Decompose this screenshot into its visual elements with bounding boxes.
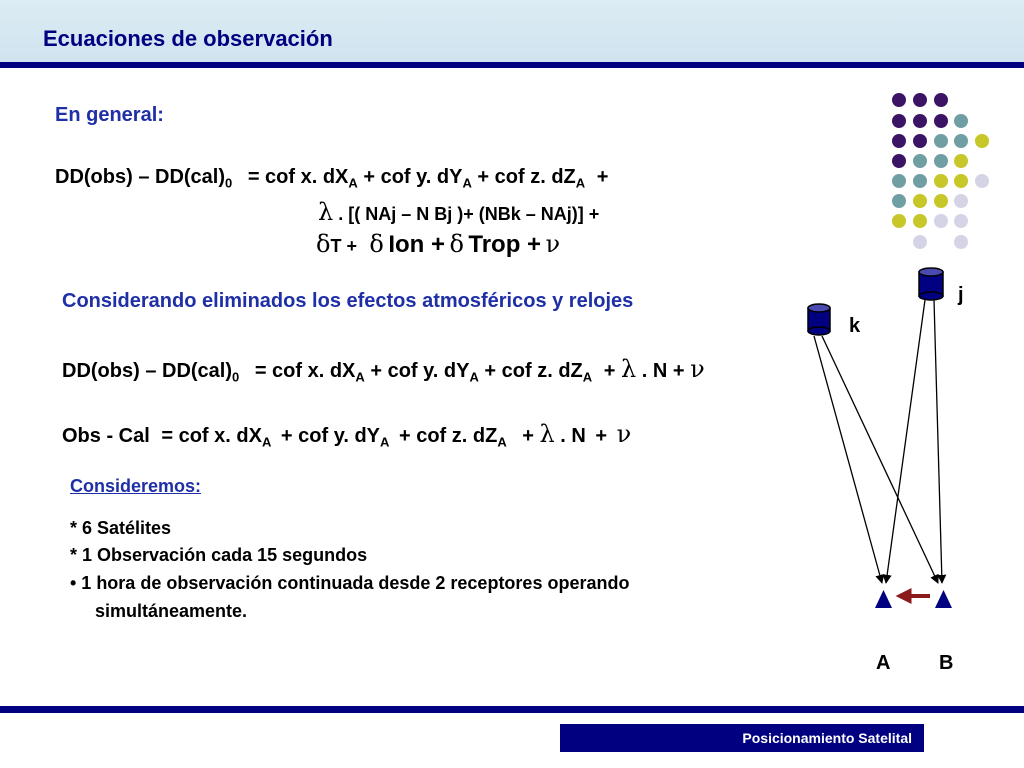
eq-ambiguity-n: . N <box>641 360 668 382</box>
general-heading: En general: <box>55 104 164 126</box>
eq-ion-term: Ion + <box>388 231 445 258</box>
eq-term-z-sub: A <box>582 369 593 385</box>
receiver-b-icon <box>935 590 952 608</box>
list-item: * 6 Satélites <box>70 518 172 538</box>
eq-term-y-sub: A <box>380 434 390 450</box>
list-item: simultáneamente. <box>95 601 248 621</box>
nu-symbol: ν <box>616 420 632 448</box>
eq-term-z-sub: A <box>497 434 507 450</box>
receiver-a-icon <box>875 590 892 608</box>
satellite-j-icon <box>919 268 943 300</box>
lambda-symbol: λ <box>318 198 334 226</box>
consideremos-heading: Consideremos: <box>70 476 202 496</box>
eq-term-y-sub: A <box>462 175 472 191</box>
lambda-symbol: λ <box>620 355 637 383</box>
delta-symbol: δ <box>449 230 464 258</box>
signal-line <box>822 336 938 583</box>
eq-clock-term: T + <box>330 236 357 256</box>
eq-term-y-sub: A <box>469 369 479 385</box>
satellite-j-label: j <box>958 284 964 306</box>
decorative-dot-grid <box>892 93 989 249</box>
lambda-symbol: λ <box>539 420 555 448</box>
nu-symbol: ν <box>690 355 705 383</box>
nu-symbol: ν <box>545 230 561 258</box>
bottom-rule <box>0 706 1024 713</box>
eq-term-z: + cof z. dZ <box>484 360 583 382</box>
considering-heading: Considerando eliminados los efectos atmosféricos y relojes <box>62 290 634 312</box>
eq-lhs-sub: 0 <box>232 369 240 385</box>
eq-term-x-sub: A <box>355 369 365 385</box>
eq-plus: + <box>522 425 534 447</box>
signal-line <box>814 336 882 583</box>
satellite-k-icon <box>808 304 830 335</box>
footer-label: Posicionamiento Satelital <box>560 724 924 752</box>
eq-term-y: + cof y. dY <box>280 425 381 447</box>
delta-symbol: δ <box>316 230 331 258</box>
eq-term-x-sub: A <box>261 434 272 450</box>
eq-plus: + <box>603 360 616 382</box>
eq-ambiguity-n: . N <box>560 425 586 447</box>
eq-plus: + <box>672 360 685 382</box>
delta-symbol: δ <box>369 230 384 258</box>
eq-term-x-sub: A <box>348 175 358 191</box>
slide-title: Ecuaciones de observación <box>43 26 333 51</box>
eq-term-y: + cof y. dY <box>363 166 463 188</box>
eq-trop-term: Trop + <box>468 231 542 258</box>
eq-lhs-sub: 0 <box>225 175 233 191</box>
signal-lines <box>814 300 942 583</box>
eq-term-y: + cof y. dY <box>370 360 470 382</box>
eq-ambiguity-term: . [( NAj – N Bj )+ (NBk – NAj)] + <box>338 204 600 224</box>
eq-term-x: = cof x. dX <box>254 360 356 382</box>
eq-term-z: + cof z. dZ <box>477 166 576 188</box>
receiver-b-label: B <box>939 652 954 674</box>
eq-plus: + <box>596 166 609 188</box>
signal-line <box>886 300 925 583</box>
signal-line <box>934 300 942 583</box>
eq-term-z-sub: A <box>575 175 586 191</box>
satellite-k-label: k <box>849 315 861 337</box>
eq-lhs: Obs - Cal <box>62 425 150 447</box>
eq-lhs: DD(obs) – DD(cal) <box>55 166 226 188</box>
list-item: • 1 hora de observación continuada desde 2 receptores operando <box>70 573 630 593</box>
eq-term-z: + cof z. dZ <box>398 425 498 447</box>
list-item: * 1 Observación cada 15 segundos <box>70 545 368 565</box>
eq-plus: + <box>595 425 608 447</box>
eq-lhs: DD(obs) – DD(cal) <box>62 360 233 382</box>
receiver-a-label: A <box>876 652 891 674</box>
eq-term-x: = cof x. dX <box>161 425 262 447</box>
eq-term-x: = cof x. dX <box>247 166 349 188</box>
